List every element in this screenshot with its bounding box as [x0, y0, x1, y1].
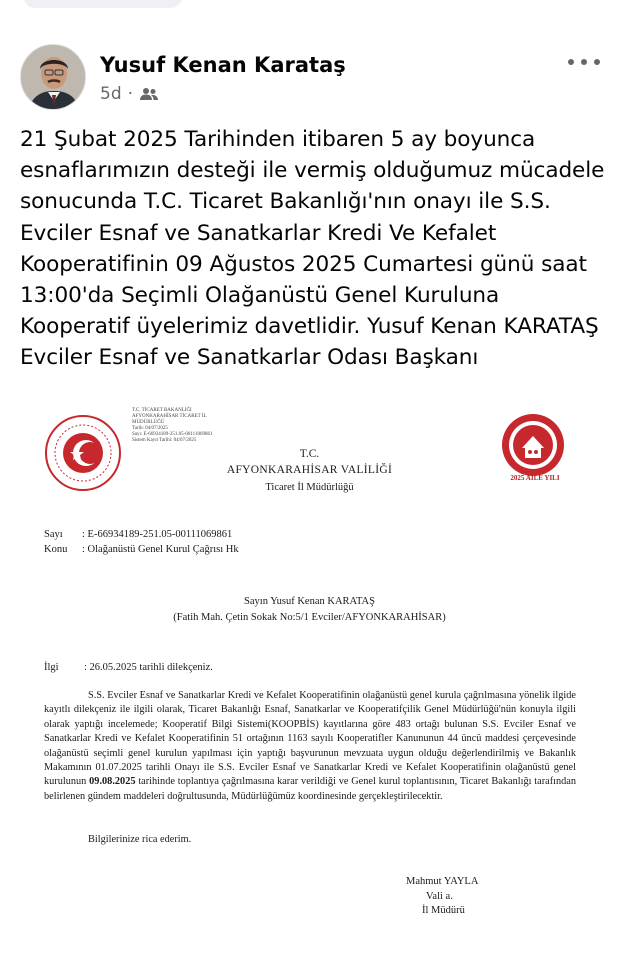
post-time[interactable]: 5d	[100, 84, 122, 104]
author-name[interactable]: Yusuf Kenan Karataş	[100, 53, 346, 77]
post-meta	[100, 84, 159, 104]
friends-icon	[139, 87, 159, 101]
top-pill	[24, 0, 182, 8]
letter-address: (Fatih Mah. Çetin Sokak No:5/1 Evciler/AFYONKARAHİSAR)	[173, 612, 446, 623]
meta-separator: ·	[127, 84, 134, 104]
avatar[interactable]	[20, 44, 86, 110]
signer-name: Mahmut YAYLA	[406, 876, 479, 887]
more-dot-icon	[581, 59, 587, 65]
more-options-button[interactable]	[568, 52, 600, 72]
signer-role: Vali a.	[426, 891, 453, 902]
family-year-caption: 2025 AİLE YILI	[510, 474, 560, 482]
letter-konu: Konu : Olağanüstü Genel Kurul Çağrısı Hk	[44, 544, 239, 555]
avatar-photo	[21, 45, 86, 110]
letter-sayi: Sayı : E-66934189-251.05-00111069861	[44, 529, 233, 540]
letter-valilik: AFYONKARAHİSAR VALİLİĞİ	[226, 464, 393, 476]
signer-title: İl Müdürü	[422, 905, 465, 916]
post-header	[20, 44, 600, 114]
attached-letter-image[interactable]	[0, 400, 619, 960]
more-dot-icon	[594, 59, 600, 65]
letter-ilgi: İlgi : 26.05.2025 tarihli dilekçeniz.	[44, 662, 213, 673]
document-stamp: T.C. TİCARET BAKANLIĞI AFYONKARAHİSAR TİCARET İL MÜDÜRLÜĞÜ Tarih: 04/07/2025 Sayı: E-66934189-251.05-00111069861 Sistem Kayıt Tarihi: 04/07/2025	[132, 408, 213, 443]
letter-closing: Bilgilerinize rica ederim.	[88, 834, 192, 845]
more-dot-icon	[568, 59, 574, 65]
letter-body: S.S. Evciler Esnaf ve Sanatkarlar Kredi ve Kefalet Kooperatifinin olağanüstü genel kurula çağrılmasına yönelik ilgide kayıtlı dilekçeniz ile ilgili olarak, Ticaret Bakanlığı Esnaf, Sanatkarlar ve Kooperatifçilik Genel Müdürlüğü'nün konuyla ilgili olarak yaptığı incelemede; Kooperatif Bilgi Sistemi(KOOPBİS) kayıtlarına göre 483 ortağı bulunan S.S. Evciler Esnaf ve Sanatkarlar Kredi ve Kefalet Kooperatifinin 51 ortağının 1163 sayılı Kooperatifler Kanununun 44 üncü maddesi çerçevesinde olağanüstü seçimli genel kurulun yapılması için yaptığı başvurunun mevzuata uygun olduğu değerlendirilmiş ve Bakanlık Makamının 01.07.2025 tarihli Onayı ile S.S. Evciler Esnaf ve Sanatkarlar Kredi ve Kefalet Kooperatifinin olağanüstü genel kurulunun 09.08.2025 tarihinde toplantıya çağrılmasına karar verildiği ve Genel kurul toplantısının, Ticaret Bakanlığı tarafından belirlenen gündem maddeleri doğrultusunda, Müdürlüğümüz koordinesinde gerçekleştirilecektir.	[44, 690, 577, 802]
letter-addressee: Sayın Yusuf Kenan KARATAŞ	[244, 596, 375, 607]
letter-tc: T.C.	[299, 448, 320, 460]
letter-mudurluk: Ticaret İl Müdürlüğü	[265, 482, 354, 493]
post-text: 21 Şubat 2025 Tarihinden itibaren 5 ay boyunca esnaflarımızın desteği ile vermiş olduğumuz mücadele sonucunda T.C. Ticaret Bakanlığı'nın onayı ile S.S. Evciler Esnaf ve Sanatkarlar Kredi Ve Kefalet Kooperatifinin 09 Ağustos 2025 Cumartesi günü saat 13:00'da Seçimli Olağanüstü Genel Kuruluna Kooperatif üyelerimiz davetlidir. Yusuf Kenan KARATAŞ Evciler Esnaf ve Sanatkarlar Odası Başkanı	[20, 127, 605, 371]
